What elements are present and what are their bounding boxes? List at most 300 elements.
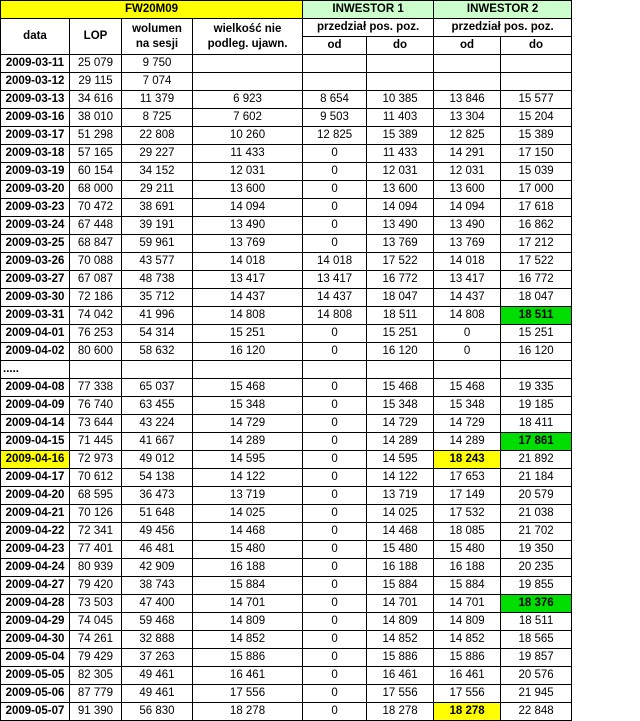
table-row <box>1 469 572 487</box>
date-cell: 2009-03-16 <box>1 109 70 127</box>
undisclosed-cell: 15 884 <box>193 577 303 595</box>
lop-cell: 77 401 <box>70 541 122 559</box>
col-volume-header <box>122 19 193 55</box>
investor2-from-cell: 15 468 <box>434 379 501 397</box>
investor1-from-cell: 0 <box>303 703 367 721</box>
investor1-from-cell <box>303 73 367 91</box>
investor1-to-cell: 18 047 <box>367 289 434 307</box>
investor2-to-cell <box>501 55 572 73</box>
header-row-1 <box>1 1 572 19</box>
undisclosed-cell: 14 701 <box>193 595 303 613</box>
investor1-from-header: od <box>303 37 367 55</box>
investor2-from-cell: 17 149 <box>434 487 501 505</box>
date-cell: 2009-04-17 <box>1 469 70 487</box>
investor2-from-cell: 14 018 <box>434 253 501 271</box>
investor1-from-cell <box>303 55 367 73</box>
table-row <box>1 415 572 433</box>
table-row <box>1 325 572 343</box>
investor1-from-cell: 14 808 <box>303 307 367 325</box>
volume-cell <box>122 361 193 379</box>
investor2-from-cell: 17 532 <box>434 505 501 523</box>
investor2-to-cell: 21 892 <box>501 451 572 469</box>
investor1-from-cell: 14 437 <box>303 289 367 307</box>
investor1-from-cell: 0 <box>303 577 367 595</box>
undisclosed-cell: 15 468 <box>193 379 303 397</box>
investor2-to-cell: 15 251 <box>501 325 572 343</box>
investor1-to-cell: 12 031 <box>367 163 434 181</box>
investor1-from-cell: 0 <box>303 451 367 469</box>
investor1-to-cell: 14 701 <box>367 595 434 613</box>
undisclosed-cell: 13 490 <box>193 217 303 235</box>
investor2-to-cell: 17 150 <box>501 145 572 163</box>
date-cell: 2009-04-09 <box>1 397 70 415</box>
table-row <box>1 523 572 541</box>
investor2-from-cell: 14 094 <box>434 199 501 217</box>
table-row <box>1 361 572 379</box>
volume-cell: 9 750 <box>122 55 193 73</box>
investor2-to-cell: 15 039 <box>501 163 572 181</box>
lop-cell: 70 472 <box>70 199 122 217</box>
date-cell: 2009-04-23 <box>1 541 70 559</box>
investor2-from-cell: 14 437 <box>434 289 501 307</box>
investor1-to-cell: 15 348 <box>367 397 434 415</box>
investor2-to-cell: 17 212 <box>501 235 572 253</box>
volume-cell: 38 743 <box>122 577 193 595</box>
undisclosed-cell: 14 808 <box>193 307 303 325</box>
lop-cell: 67 087 <box>70 271 122 289</box>
table-row <box>1 397 572 415</box>
lop-cell: 68 847 <box>70 235 122 253</box>
table-row <box>1 667 572 685</box>
lop-cell: 74 045 <box>70 613 122 631</box>
investor1-to-cell: 16 772 <box>367 271 434 289</box>
lop-cell: 72 973 <box>70 451 122 469</box>
investor2-from-cell: 18 278 <box>434 703 501 721</box>
investor1-from-cell: 0 <box>303 181 367 199</box>
investor2-from-cell <box>434 73 501 91</box>
volume-cell: 56 830 <box>122 703 193 721</box>
investor2-to-cell <box>501 361 572 379</box>
investor2-to-cell: 20 576 <box>501 667 572 685</box>
investor1-to-cell: 14 025 <box>367 505 434 523</box>
table-row <box>1 163 572 181</box>
volume-cell: 29 227 <box>122 145 193 163</box>
table-row <box>1 613 572 631</box>
investor1-from-cell: 8 654 <box>303 91 367 109</box>
investor2-from-cell: 13 490 <box>434 217 501 235</box>
investor2-from-cell: 14 852 <box>434 631 501 649</box>
table-row <box>1 199 572 217</box>
undisclosed-cell: 16 188 <box>193 559 303 577</box>
investor2-from-cell: 14 808 <box>434 307 501 325</box>
investor2-to-cell <box>501 73 572 91</box>
lop-cell: 80 939 <box>70 559 122 577</box>
investor1-from-cell: 12 825 <box>303 127 367 145</box>
volume-cell: 8 725 <box>122 109 193 127</box>
lop-cell: 34 616 <box>70 91 122 109</box>
investor1-to-cell: 11 433 <box>367 145 434 163</box>
investor1-to-cell: 14 468 <box>367 523 434 541</box>
date-cell: 2009-04-30 <box>1 631 70 649</box>
volume-cell: 46 481 <box>122 541 193 559</box>
investor2-from-cell: 13 417 <box>434 271 501 289</box>
investor2-from-cell: 15 480 <box>434 541 501 559</box>
volume-cell: 59 961 <box>122 235 193 253</box>
investor2-to-cell: 22 848 <box>501 703 572 721</box>
undisclosed-cell: 15 480 <box>193 541 303 559</box>
investor1-to-cell: 13 769 <box>367 235 434 253</box>
undisclosed-cell: 14 289 <box>193 433 303 451</box>
investor2-from-cell: 17 653 <box>434 469 501 487</box>
col-date-header: data <box>1 19 70 55</box>
date-cell: 2009-03-24 <box>1 217 70 235</box>
investor2-to-cell: 19 185 <box>501 397 572 415</box>
volume-cell: 54 314 <box>122 325 193 343</box>
investor1-to-cell: 14 289 <box>367 433 434 451</box>
volume-cell: 42 909 <box>122 559 193 577</box>
investor1-to-cell: 14 595 <box>367 451 434 469</box>
investor2-to-cell: 15 204 <box>501 109 572 127</box>
lop-cell: 91 390 <box>70 703 122 721</box>
lop-cell: 74 261 <box>70 631 122 649</box>
investor1-to-cell <box>367 73 434 91</box>
investor1-from-cell: 0 <box>303 631 367 649</box>
volume-cell: 22 808 <box>122 127 193 145</box>
investor1-from-cell: 0 <box>303 397 367 415</box>
investor2-to-cell: 17 618 <box>501 199 572 217</box>
table-row <box>1 451 572 469</box>
table-row <box>1 271 572 289</box>
investor1-to-cell: 15 480 <box>367 541 434 559</box>
table-row <box>1 559 572 577</box>
lop-cell: 70 088 <box>70 253 122 271</box>
lop-cell: 82 305 <box>70 667 122 685</box>
table-row <box>1 649 572 667</box>
investor2-from-cell: 14 289 <box>434 433 501 451</box>
undisclosed-cell: 13 719 <box>193 487 303 505</box>
volume-cell: 39 191 <box>122 217 193 235</box>
lop-cell: 73 644 <box>70 415 122 433</box>
investor2-to-cell: 19 350 <box>501 541 572 559</box>
investor2-from-cell: 15 886 <box>434 649 501 667</box>
investor2-to-cell: 15 577 <box>501 91 572 109</box>
volume-cell: 38 691 <box>122 199 193 217</box>
undisclosed-cell: 14 018 <box>193 253 303 271</box>
investor2-to-cell: 18 376 <box>501 595 572 613</box>
date-cell: 2009-04-29 <box>1 613 70 631</box>
col-lop-header: LOP <box>70 19 122 55</box>
lop-cell: 67 448 <box>70 217 122 235</box>
date-cell: 2009-05-04 <box>1 649 70 667</box>
lop-cell: 70 612 <box>70 469 122 487</box>
lop-cell: 79 420 <box>70 577 122 595</box>
table-row <box>1 343 572 361</box>
table-row <box>1 487 572 505</box>
investor1-to-cell: 14 852 <box>367 631 434 649</box>
lop-cell: 29 115 <box>70 73 122 91</box>
undisclosed-cell: 6 923 <box>193 91 303 109</box>
investor2-title: INWESTOR 2 <box>434 1 572 19</box>
investor2-to-cell: 15 389 <box>501 127 572 145</box>
investor1-to-cell: 15 468 <box>367 379 434 397</box>
date-cell: 2009-03-23 <box>1 199 70 217</box>
lop-cell: 76 253 <box>70 325 122 343</box>
volume-cell: 48 738 <box>122 271 193 289</box>
investor1-to-cell: 16 461 <box>367 667 434 685</box>
investor1-to-cell: 18 278 <box>367 703 434 721</box>
investor2-from-cell: 14 809 <box>434 613 501 631</box>
volume-cell: 49 461 <box>122 667 193 685</box>
table-row <box>1 217 572 235</box>
table-row <box>1 685 572 703</box>
investor2-to-cell: 18 411 <box>501 415 572 433</box>
investor1-from-cell: 14 018 <box>303 253 367 271</box>
investor2-from-cell: 15 884 <box>434 577 501 595</box>
lop-cell: 72 186 <box>70 289 122 307</box>
investor1-to-cell: 13 600 <box>367 181 434 199</box>
volume-cell: 11 379 <box>122 91 193 109</box>
lop-cell: 71 445 <box>70 433 122 451</box>
volume-cell: 51 648 <box>122 505 193 523</box>
col-undisclosed-line2: podleg. ujawn. <box>207 37 288 50</box>
undisclosed-cell: 14 094 <box>193 199 303 217</box>
lop-cell: 80 600 <box>70 343 122 361</box>
table-row <box>1 541 572 559</box>
volume-cell: 35 712 <box>122 289 193 307</box>
table-row <box>1 145 572 163</box>
volume-cell: 7 074 <box>122 73 193 91</box>
date-cell: 2009-03-11 <box>1 55 70 73</box>
investor1-to-cell: 13 490 <box>367 217 434 235</box>
lop-cell: 57 165 <box>70 145 122 163</box>
investor1-from-cell: 9 503 <box>303 109 367 127</box>
date-cell: 2009-04-24 <box>1 559 70 577</box>
volume-cell: 49 012 <box>122 451 193 469</box>
investor2-from-cell: 13 846 <box>434 91 501 109</box>
col-volume-line2: na sesji <box>135 37 179 50</box>
volume-cell: 65 037 <box>122 379 193 397</box>
table-row <box>1 73 572 91</box>
date-cell: 2009-03-27 <box>1 271 70 289</box>
investor1-range-header: przedział pos. poz. <box>303 19 434 37</box>
volume-cell: 32 888 <box>122 631 193 649</box>
lop-cell: 51 298 <box>70 127 122 145</box>
lop-cell: 72 341 <box>70 523 122 541</box>
undisclosed-cell: 14 437 <box>193 289 303 307</box>
undisclosed-cell: 11 433 <box>193 145 303 163</box>
lop-cell: 25 079 <box>70 55 122 73</box>
investor1-from-cell: 0 <box>303 145 367 163</box>
investor1-to-cell: 14 809 <box>367 613 434 631</box>
undisclosed-cell: 17 556 <box>193 685 303 703</box>
table-row <box>1 577 572 595</box>
date-cell: 2009-04-28 <box>1 595 70 613</box>
volume-cell: 47 400 <box>122 595 193 613</box>
investor2-to-cell: 20 579 <box>501 487 572 505</box>
undisclosed-cell: 14 122 <box>193 469 303 487</box>
investor1-from-cell: 0 <box>303 541 367 559</box>
investor2-range-header: przedział pos. poz. <box>434 19 572 37</box>
investor1-to-cell: 16 188 <box>367 559 434 577</box>
investor1-to-cell: 17 556 <box>367 685 434 703</box>
volume-cell: 43 224 <box>122 415 193 433</box>
lop-cell: 76 740 <box>70 397 122 415</box>
investor2-from-cell: 18 243 <box>434 451 501 469</box>
date-cell: 2009-04-02 <box>1 343 70 361</box>
undisclosed-cell: 7 602 <box>193 109 303 127</box>
investor2-from-cell: 14 291 <box>434 145 501 163</box>
investor1-to-cell: 16 120 <box>367 343 434 361</box>
investor2-to-cell: 21 945 <box>501 685 572 703</box>
investor1-to-cell: 13 719 <box>367 487 434 505</box>
investor2-from-cell: 16 461 <box>434 667 501 685</box>
volume-cell: 41 667 <box>122 433 193 451</box>
lop-cell: 68 000 <box>70 181 122 199</box>
investor2-from-header: od <box>434 37 501 55</box>
investor2-to-cell: 16 862 <box>501 217 572 235</box>
lop-cell: 70 126 <box>70 505 122 523</box>
investor1-from-cell: 0 <box>303 343 367 361</box>
undisclosed-cell: 14 852 <box>193 631 303 649</box>
table-row <box>1 595 572 613</box>
date-cell: 2009-04-14 <box>1 415 70 433</box>
instrument-title: FW20M09 <box>1 1 303 19</box>
investor1-from-cell: 0 <box>303 199 367 217</box>
undisclosed-cell: 16 461 <box>193 667 303 685</box>
undisclosed-cell: 15 251 <box>193 325 303 343</box>
table-row <box>1 91 572 109</box>
investor1-to-cell: 11 403 <box>367 109 434 127</box>
investor2-to-cell: 21 184 <box>501 469 572 487</box>
undisclosed-cell: 14 809 <box>193 613 303 631</box>
undisclosed-cell: 12 031 <box>193 163 303 181</box>
date-cell: 2009-04-22 <box>1 523 70 541</box>
volume-cell: 29 211 <box>122 181 193 199</box>
investor2-from-cell: 13 600 <box>434 181 501 199</box>
volume-cell: 63 455 <box>122 397 193 415</box>
investor1-title: INWESTOR 1 <box>303 1 434 19</box>
date-cell: 2009-03-20 <box>1 181 70 199</box>
investor2-from-cell: 15 348 <box>434 397 501 415</box>
investor1-to-cell: 15 251 <box>367 325 434 343</box>
volume-cell: 59 468 <box>122 613 193 631</box>
investor2-to-cell: 21 702 <box>501 523 572 541</box>
investor1-to-cell: 18 511 <box>367 307 434 325</box>
table-row <box>1 235 572 253</box>
investor1-from-cell: 0 <box>303 595 367 613</box>
undisclosed-cell: 10 260 <box>193 127 303 145</box>
volume-cell: 37 263 <box>122 649 193 667</box>
lop-cell: 73 503 <box>70 595 122 613</box>
investor2-from-cell: 14 701 <box>434 595 501 613</box>
date-cell: 2009-04-15 <box>1 433 70 451</box>
table-row <box>1 433 572 451</box>
investor1-to-cell: 14 729 <box>367 415 434 433</box>
investor1-from-cell: 0 <box>303 163 367 181</box>
investor2-to-cell: 18 511 <box>501 613 572 631</box>
volume-cell: 43 577 <box>122 253 193 271</box>
date-cell: 2009-04-27 <box>1 577 70 595</box>
investor2-to-cell: 19 335 <box>501 379 572 397</box>
investor1-from-cell: 0 <box>303 505 367 523</box>
col-volume-line1: wolumen <box>132 22 182 35</box>
table-row <box>1 289 572 307</box>
date-cell: 2009-05-06 <box>1 685 70 703</box>
investor2-from-cell <box>434 361 501 379</box>
volume-cell: 36 473 <box>122 487 193 505</box>
undisclosed-cell: 14 729 <box>193 415 303 433</box>
investor1-from-cell: 0 <box>303 559 367 577</box>
investor1-to-cell: 14 094 <box>367 199 434 217</box>
investor2-from-cell: 13 304 <box>434 109 501 127</box>
investor2-to-cell: 18 565 <box>501 631 572 649</box>
table-row <box>1 253 572 271</box>
investor2-from-cell: 0 <box>434 343 501 361</box>
investor2-from-cell: 18 085 <box>434 523 501 541</box>
investor2-from-cell: 14 729 <box>434 415 501 433</box>
investor1-to-cell <box>367 361 434 379</box>
investor1-from-cell: 0 <box>303 667 367 685</box>
volume-cell: 49 456 <box>122 523 193 541</box>
investor1-from-cell: 0 <box>303 487 367 505</box>
investor1-to-cell: 15 389 <box>367 127 434 145</box>
lop-cell: 74 042 <box>70 307 122 325</box>
investor1-from-cell: 0 <box>303 649 367 667</box>
table-row <box>1 505 572 523</box>
investor2-to-cell: 18 047 <box>501 289 572 307</box>
table-row <box>1 55 572 73</box>
investor2-to-cell: 20 235 <box>501 559 572 577</box>
investor1-from-cell: 0 <box>303 325 367 343</box>
investor1-to-cell: 10 385 <box>367 91 434 109</box>
date-cell: 2009-03-25 <box>1 235 70 253</box>
undisclosed-cell: 15 348 <box>193 397 303 415</box>
volume-cell: 49 461 <box>122 685 193 703</box>
lop-cell <box>70 361 122 379</box>
col-undisclosed-line1: wielkość nie <box>213 22 282 35</box>
investor2-from-cell: 13 769 <box>434 235 501 253</box>
table-row <box>1 631 572 649</box>
investor2-from-cell <box>434 55 501 73</box>
investor2-to-cell: 21 038 <box>501 505 572 523</box>
undisclosed-cell: 16 120 <box>193 343 303 361</box>
lop-cell: 38 010 <box>70 109 122 127</box>
investor1-from-cell: 13 417 <box>303 271 367 289</box>
table-row <box>1 307 572 325</box>
investor2-to-header: do <box>501 37 572 55</box>
investor1-from-cell: 0 <box>303 415 367 433</box>
date-cell: 2009-03-31 <box>1 307 70 325</box>
investor2-to-cell: 16 120 <box>501 343 572 361</box>
lop-cell: 87 779 <box>70 685 122 703</box>
investor2-from-cell: 0 <box>434 325 501 343</box>
col-undisclosed-header <box>193 19 303 55</box>
undisclosed-cell: 18 278 <box>193 703 303 721</box>
undisclosed-cell: 14 025 <box>193 505 303 523</box>
investor1-from-cell: 0 <box>303 433 367 451</box>
table-row <box>1 181 572 199</box>
date-cell: 2009-03-18 <box>1 145 70 163</box>
undisclosed-cell <box>193 361 303 379</box>
table-row <box>1 109 572 127</box>
undisclosed-cell: 14 468 <box>193 523 303 541</box>
volume-cell: 58 632 <box>122 343 193 361</box>
volume-cell: 41 996 <box>122 307 193 325</box>
header-row-2 <box>1 19 572 37</box>
investor1-from-cell: 0 <box>303 379 367 397</box>
undisclosed-cell: 13 769 <box>193 235 303 253</box>
date-cell: 2009-05-05 <box>1 667 70 685</box>
